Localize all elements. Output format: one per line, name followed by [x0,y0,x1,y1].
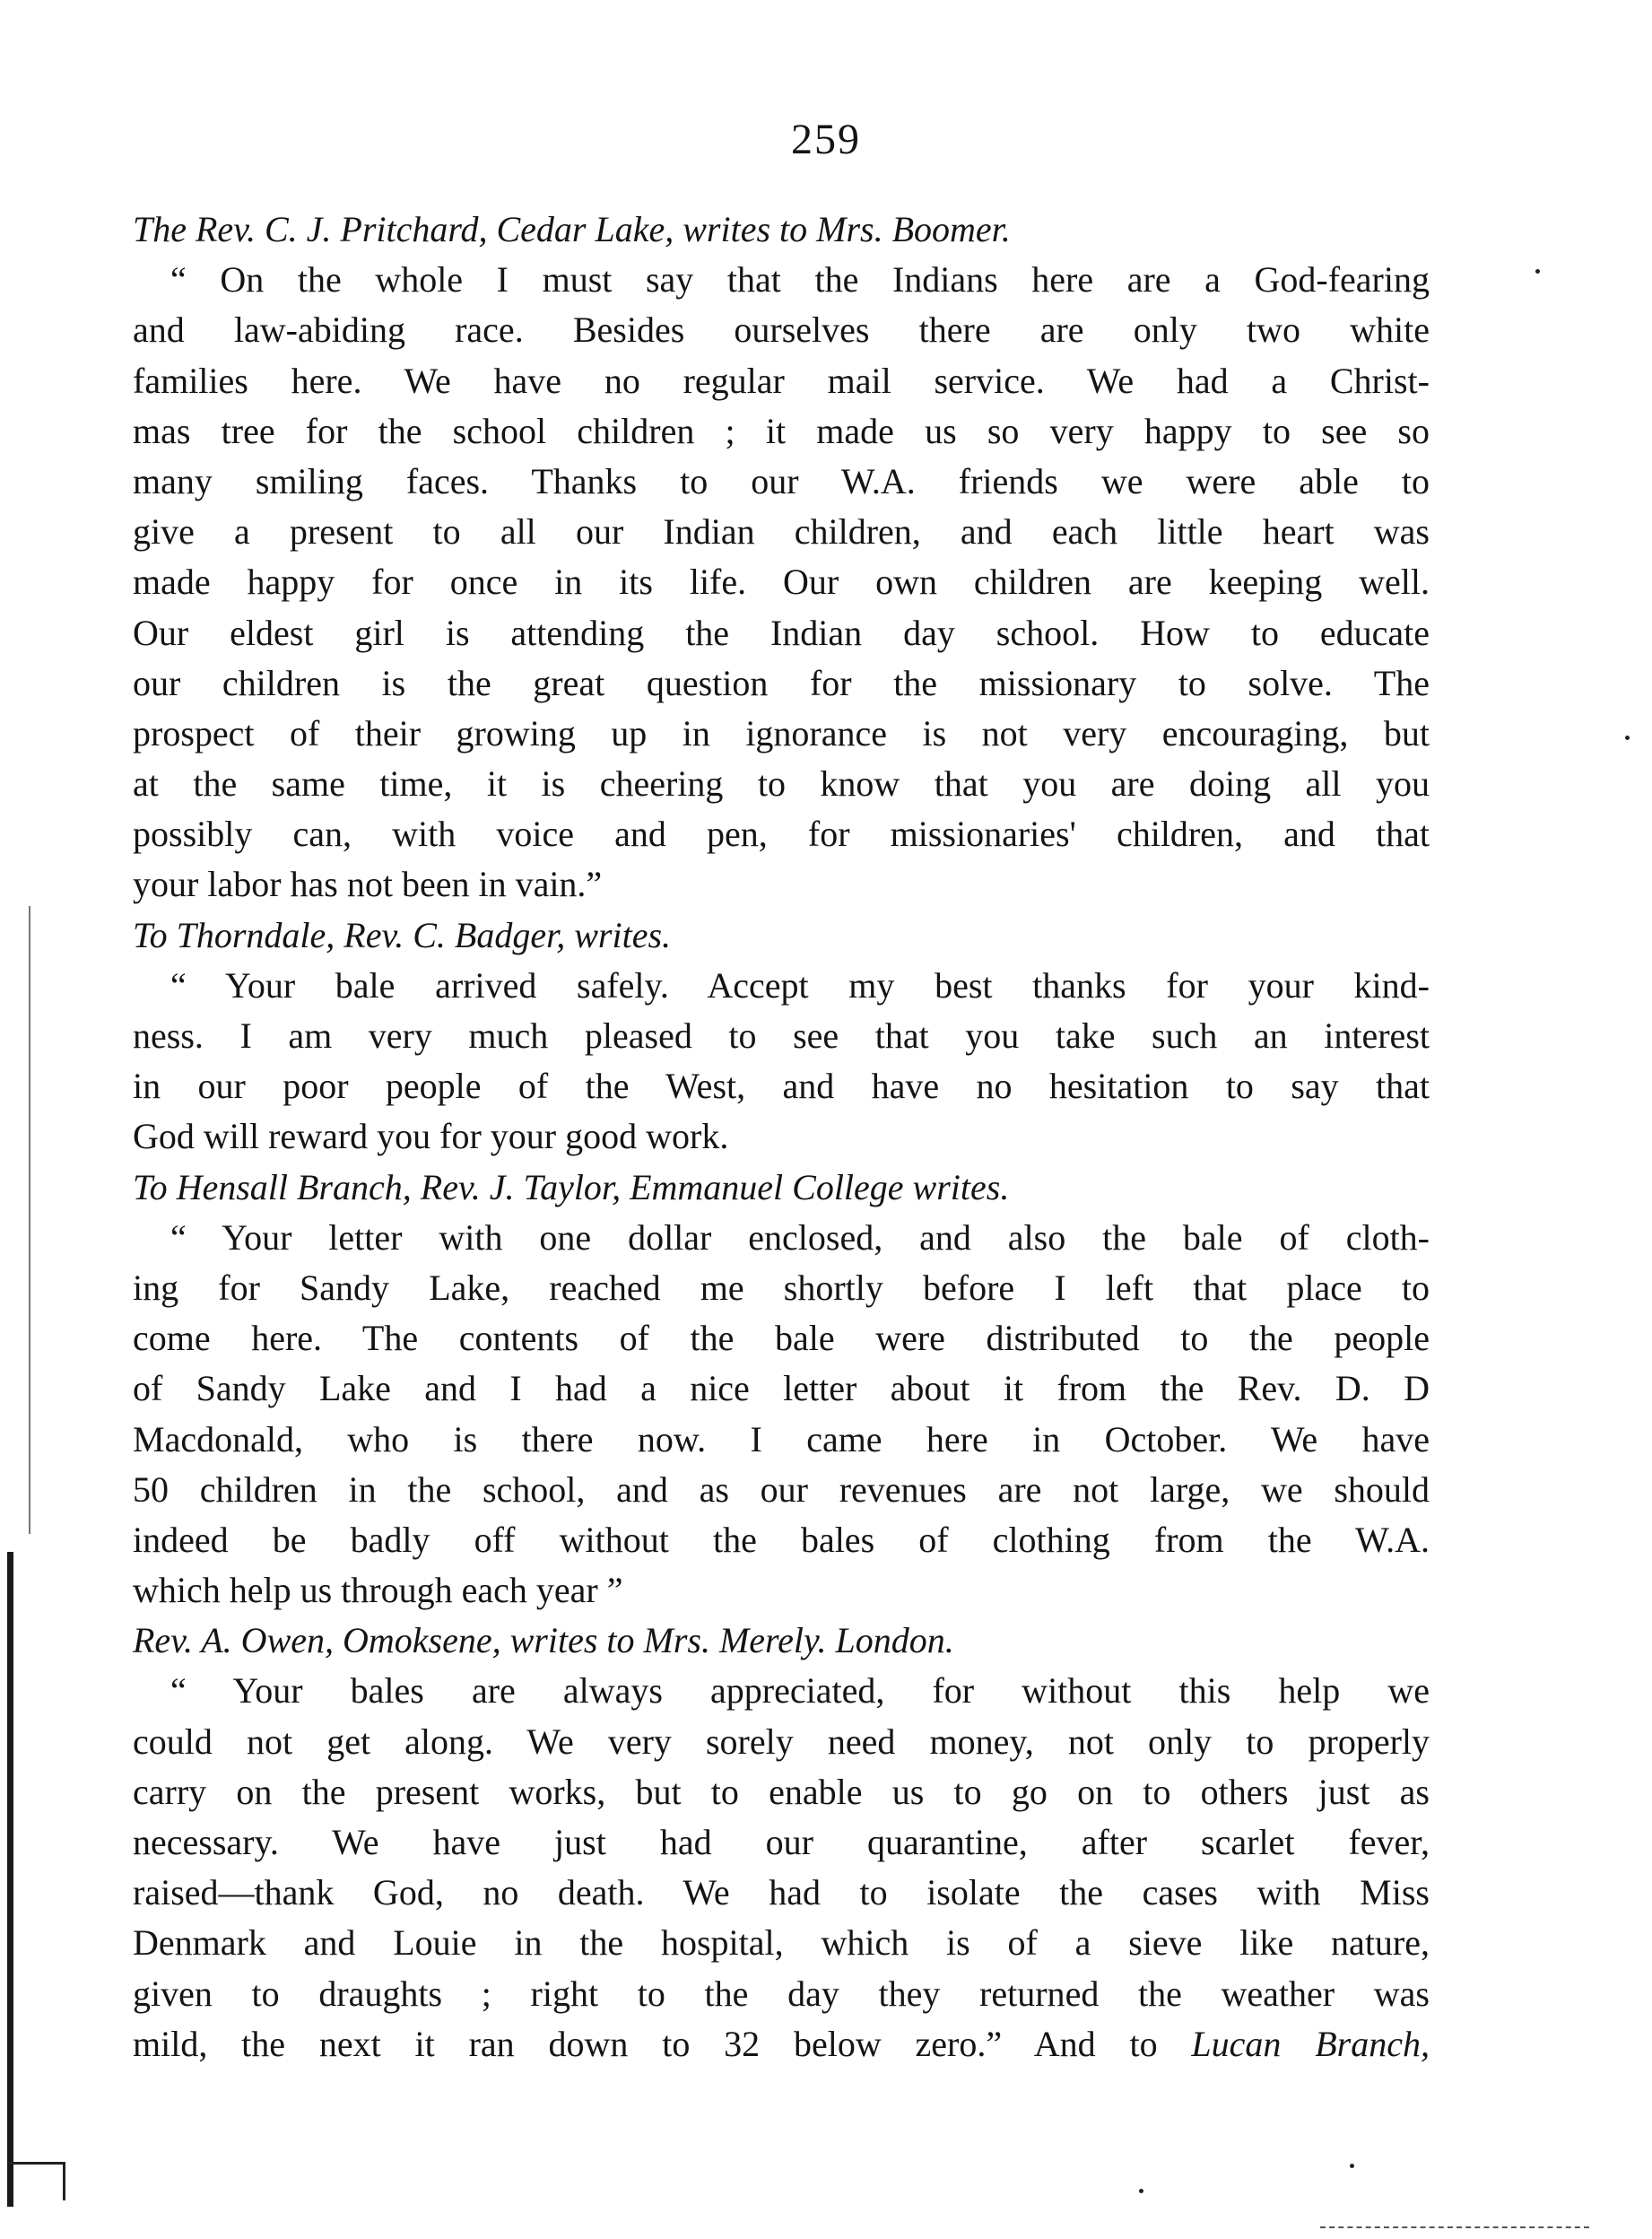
text-line: our children is the great question for the missionary to solve. The [133,662,1430,703]
scan-speck [1535,269,1540,274]
text-line: “ Your letter with one dollar enclosed, and also the bale of cloth- [170,1216,1430,1258]
text-line: mas tree for the school children ; it made us so very happy to see so [133,410,1430,451]
text-line: “ On the whole I must say that the Indians here are a God-fearing [170,259,1430,301]
text-line: 50 children in the school, and as our revenues are not large, we should [133,1468,1430,1510]
text-line: given to draughts ; right to the day they returned the weather was [133,1973,1430,2014]
text-line [133,2019,1430,2069]
text-line: made happy for once in its life. Our own children are keeping well. [133,562,1430,603]
text-line: possibly can, with voice and pen, for missionaries' children, and that [133,814,1430,855]
text-line: necessary. We have just had our quarantine, after scarlet fever, [133,1822,1430,1862]
text-line: Macdonald, who is there now. I came here in October. We have [133,1418,1430,1459]
letter-heading: Rev. A. Owen, Omoksene, writes to Mrs. Merely. London. [133,1620,954,1661]
letter-heading: The Rev. C. J. Pritchard, Cedar Lake, writes to Mrs. Boomer. [133,209,1011,249]
text-line: indeed be badly off without the bales of clothing from the W.A. [133,1519,1430,1560]
text-line: raised—thank God, no death. We had to isolate the cases with Miss [133,1872,1430,1913]
text-line: of Sandy Lake and I had a nice letter about it from the Rev. D. D [133,1368,1430,1409]
scan-speck [1625,736,1630,740]
text-line-italic-tail: Lucan Branch, [1191,2023,1430,2064]
text-line: at the same time, it is cheering to know that you are doing all you [133,763,1430,805]
text-line: and law-abiding race. Besides ourselves there are only two white [133,309,1430,351]
text-line: “ Your bale arrived safely. Accept my best thanks for your kind- [170,964,1430,1006]
text-line: could not get along. We very sorely need money, not only to properly [133,1721,1430,1762]
text-line: give a present to all our Indian children, and each little heart was [133,511,1430,553]
scan-speck [1139,2189,1143,2193]
text-line: come here. The contents of the bale were distributed to the people [133,1318,1430,1359]
text-line: which help us through each year ” [133,1570,623,1611]
text-line: carry on the present works, but to enable us to go on to others just as [133,1771,1430,1812]
scan-speck [1350,2164,1354,2168]
scan-margin-rule [7,1552,13,2207]
text-line: in our poor people of the West, and have no hesitation to say that [133,1066,1430,1107]
text-line: many smiling faces. Thanks to our W.A. friends we were able to [133,460,1430,501]
text-line: “ Your bales are always appreciated, for without this help we [170,1670,1430,1712]
text-line: Denmark and Louie in the hospital, which is of a sieve like nature, [133,1922,1430,1964]
text-line: prospect of their growing up in ignorance is not very encouraging, but [133,712,1430,754]
text-line: families here. We have no regular mail service. We had a Christ- [133,360,1430,401]
text-line: your labor has not been in vain.” [133,864,603,905]
scan-corner-mark [9,2162,65,2200]
page-number: 259 [791,116,861,163]
text-line: ing for Sandy Lake, reached me shortly before I left that place to [133,1267,1430,1308]
scan-margin-rule-thin [29,906,30,1534]
text-line-main: mild, the next it ran down to 32 below zero.” And to [133,2023,1158,2064]
text-line: God will reward you for your good work. [133,1116,729,1157]
text-line: ness. I am very much pleased to see that you take such an interest [133,1015,1430,1056]
letter-text [133,205,1430,2069]
text-line: Our eldest girl is attending the Indian day school. How to educate [133,612,1430,653]
letter-heading: To Hensall Branch, Rev. J. Taylor, Emmanuel College writes. [133,1166,1010,1207]
scan-bottom-rule [1320,2226,1589,2230]
letter-heading: To Thorndale, Rev. C. Badger, writes. [133,914,672,955]
